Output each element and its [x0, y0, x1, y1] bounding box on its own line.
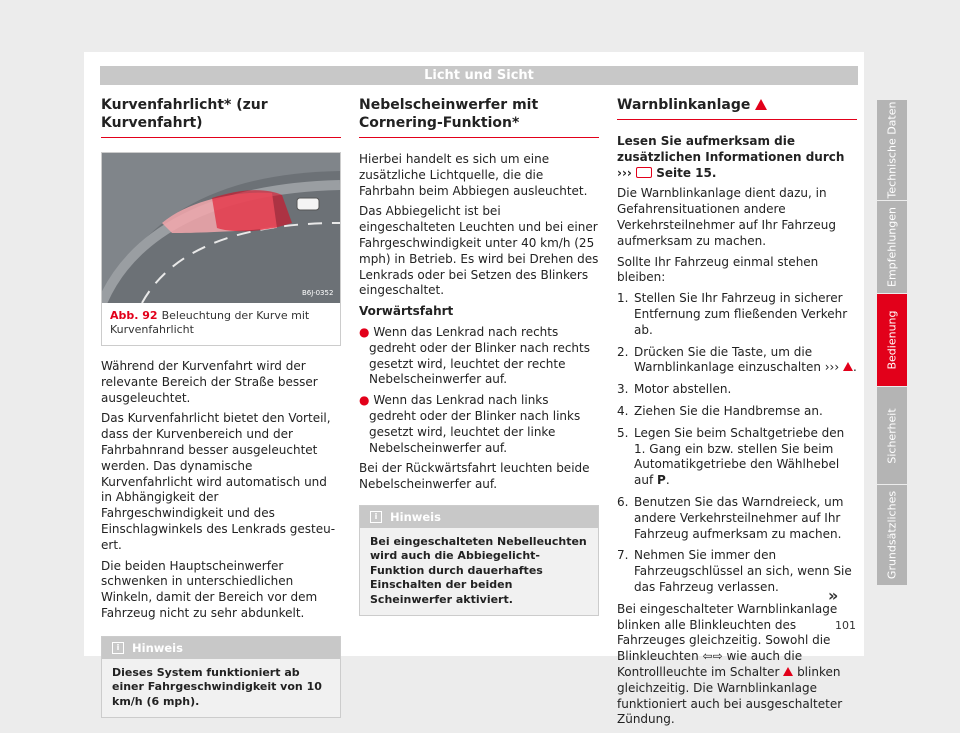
- warning-triangle-icon: [755, 99, 767, 110]
- note-text: Bei eingeschalteten Nebelleuchten wird auch die Abbiegelicht-Funktion durch dauerhaftes Einschalten der beiden Scheinwerfer aktiviert.: [360, 528, 598, 616]
- figure-caption-text: Beleuchtung der Kurve mit Kurvenfahrlicht: [110, 309, 310, 336]
- tab-sicherheit[interactable]: Sicherheit: [877, 387, 907, 484]
- road-curve-drawing: [102, 153, 340, 303]
- tab-technische-daten[interactable]: Technische Daten: [877, 100, 907, 200]
- paragraph: Sollte Ihr Fahrzeug einmal stehen bleiben:: [617, 254, 819, 285]
- note-header: i Hinweis: [360, 506, 598, 528]
- tab-grundsaetzliches[interactable]: Grundsätzliches: [877, 485, 907, 585]
- section-header: Licht und Sicht: [100, 66, 858, 85]
- info-icon: i: [112, 642, 124, 654]
- curve-light-illustration: [102, 153, 340, 303]
- paragraph: Bei der Rückwärtsfahrt leuchten beide Nebelscheinwerfer auf.: [359, 461, 590, 492]
- paragraph: Während der Kurvenfahrt wird der relevante Bereich der Straße besser ausgeleuchtet.: [101, 359, 318, 405]
- turn-signal-icon: ⇦⇨: [702, 649, 723, 664]
- subheading-vorwaertsfahrt: Vorwärtsfahrt: [359, 304, 454, 319]
- page-reference-link[interactable]: Seite 15: [656, 165, 712, 180]
- page-number: 101: [835, 619, 856, 632]
- paragraph: Das Abbiegelicht ist bei eingeschalteten Leuchten und bei einer Fahrgeschwindigkeit unter 40 km/h (25 mph) in Betrieb. Es wird bei Drehen des Lenkrads oder bei Setzen des Blinkers eingeschaltet.: [359, 204, 599, 298]
- info-icon: i: [370, 511, 382, 523]
- list-item: 6. Benutzen Sie das Warndreieck, um andere Verkehrsteilnehmer auf Ihr Fahrzeug aufmerksam zu machen.: [617, 494, 844, 541]
- paragraph: Bei eingeschalteter Warnblinkanlage blinken alle Blinkleuchten des Fahrzeuges gleichzeitig. Sowohl die Blinkleuchten ⇦⇨ wie auch die Kontrollleuchte im Schalter blinken gleichzeitig. Die Warnblinkanlage funktioniert auch bei ausgeschalteter Zündung.: [617, 601, 843, 727]
- figure-number: Abb. 92: [110, 309, 158, 322]
- paragraph: Das Kurvenfahrlicht bietet den Vorteil, dass der Kurvenbereich und der Fahrbahnrand besser ausgeleuchtet werden. Das dynamische Kurvenfahrlicht wird automatisch und in Abhängigkeit der Fahrgeschwindigkeit und des Einschlagwinkels des Lenkrads gesteuert.: [101, 411, 336, 552]
- tab-empfehlungen[interactable]: Empfehlungen: [877, 201, 907, 293]
- list-item: 5. Legen Sie beim Schaltgetriebe den 1. Gang ein bzw. stellen Sie beim Automatikgetriebe den Wählhebel auf P.: [617, 425, 845, 488]
- list-item: 4. Ziehen Sie die Handbremse an.: [617, 403, 823, 418]
- steps-list: [617, 291, 857, 596]
- warning-triangle-icon: [783, 667, 793, 676]
- heading-kurvenfahrlicht: Kurvenfahrlicht* (zur Kurvenfahrt): [101, 96, 341, 138]
- warning-triangle-icon: [843, 362, 853, 371]
- heading-warnblinkanlage: Warnblinkanlage: [617, 96, 857, 120]
- figure-caption: [102, 303, 340, 345]
- continue-arrow-icon: »: [828, 586, 839, 605]
- intro-paragraph: Lesen Sie aufmerksam die zusätzlichen Informationen durch ››› Seite 15.: [617, 134, 845, 180]
- book-icon: [636, 167, 652, 178]
- bullet-item: ● Wenn das Lenkrad nach rechts gedreht oder der Blinker nach rechts gesetzt wird, leuchtet der rechte Nebelscheinwerfer auf.: [359, 324, 590, 387]
- figure-code: B6J-0352: [302, 289, 334, 297]
- column-kurvenfahrlicht: [101, 96, 341, 718]
- column-nebelscheinwerfer: [359, 96, 599, 616]
- figure-92: [101, 152, 341, 346]
- paragraph: Hierbei handelt es sich um eine zusätzliche Lichtquelle, die die Fahrbahn beim Abbiegen ausleuchtet.: [359, 152, 588, 198]
- list-item: 1. Stellen Sie Ihr Fahrzeug in sicherer Entfernung zum fließenden Verkehr ab.: [617, 291, 848, 337]
- heading-nebelscheinwerfer: Nebelscheinwerfer mit Cornering-Funktion*: [359, 96, 599, 138]
- list-item: 7. Nehmen Sie immer den Fahrzeugschlüssel an sich, wenn Sie das Fahrzeug verlassen.: [617, 548, 852, 594]
- note-box: [359, 505, 599, 617]
- note-header: i Hinweis: [102, 637, 340, 659]
- note-text: Dieses System funktioniert ab einer Fahrgeschwindigkeit von 10 km/h (6 mph).: [102, 659, 340, 718]
- paragraph: Die Warnblinkanlage dient dazu, in Gefahrensituationen andere Verkehrsteilnehmer auf Ihr Fahrzeug aufmerksam zu machen.: [617, 186, 836, 248]
- note-box: [101, 636, 341, 719]
- list-item: 3. Motor abstellen.: [617, 382, 732, 397]
- column-warnblinkanlage: [617, 96, 857, 733]
- tab-bedienung[interactable]: Bedienung: [877, 294, 907, 386]
- paragraph: Die beiden Hauptscheinwerfer schwenken in unterschiedlichen Winkeln, damit der Bereich vor dem Fahrzeug nicht zu sehr abdunkelt.: [101, 558, 318, 620]
- list-item: 2. Drücken Sie die Taste, um die Warnblinkanlage einzuschalten ››› .: [617, 344, 857, 375]
- bullet-item: ● Wenn das Lenkrad nach links gedreht oder der Blinker nach links gesetzt wird, leuchtet der linke Nebelscheinwerfer auf.: [359, 393, 581, 455]
